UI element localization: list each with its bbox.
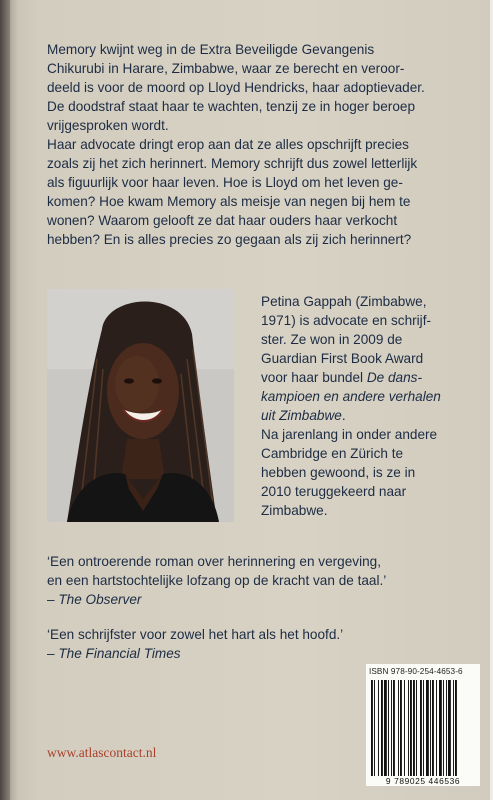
quote-line: en een hartstochtelijke lofzang op de kracht van de taal.’ [47, 573, 387, 588]
synopsis-line: Haar advocate dringt erop aan dat ze alles opschrijft precies [47, 137, 409, 152]
synopsis-line: komen? Hoe kwam Memory als meisje van negen bij hem te [47, 194, 411, 209]
barcode-bar [374, 680, 375, 776]
barcode-bar [432, 680, 434, 776]
synopsis-line: Memory kwijnt weg in de Extra Beveiligde Gevangenis [47, 42, 375, 57]
barcode-bar [378, 680, 379, 776]
isbn-label: ISBN 978-90-254-4653-6 [369, 667, 463, 676]
bio-line: hebben gewoond, is ze in [261, 465, 416, 480]
review-quote-financial-times [47, 625, 477, 663]
synopsis-line: wonen? Waarom gelooft ze dat haar ouders haar verkocht [47, 213, 398, 228]
synopsis-line: Chikurubi in Harare, Zimbabwe, waar ze berecht en veroor- [47, 61, 405, 76]
barcode-bar [455, 680, 457, 776]
barcode-bar [420, 680, 422, 776]
bio-text: voor haar bundel [261, 370, 367, 385]
bio-line: Cambridge en Zürich te [261, 446, 404, 461]
source-name: The Observer [58, 592, 142, 607]
book-title: uit Zimbabwe [261, 408, 342, 423]
synopsis-line: vrijgesproken wordt. [47, 118, 169, 133]
review-quote-observer [47, 552, 477, 609]
quote-source [47, 590, 477, 609]
synopsis-line: hebben? En is alles precies zo gegaan als zij zich herinnert? [47, 232, 412, 247]
bio-line [261, 387, 476, 406]
bio-line: 2010 teruggekeerd naar [261, 484, 407, 499]
quote-dash: – [47, 592, 59, 607]
bio-line: ster. Ze won in 2009 de [261, 332, 403, 347]
author-photo [47, 289, 234, 522]
barcode-bar [388, 680, 389, 776]
barcode-bar [443, 680, 444, 776]
quote-dash: – [47, 646, 59, 661]
source-name: The Financial Times [58, 646, 181, 661]
barcode-bar [439, 680, 442, 776]
author-bio [261, 292, 476, 520]
spine-edge [0, 0, 10, 800]
barcode-bar [446, 680, 447, 776]
barcode-bar [448, 680, 451, 776]
barcode-bar [381, 680, 383, 776]
barcode-bar [453, 680, 454, 776]
barcode-icon [369, 680, 477, 776]
synopsis-line: als figuurlijk voor haar leven. Hoe is Lloyd om het leven ge- [47, 175, 403, 190]
author-portrait-image [47, 289, 234, 522]
bio-line: Na jarenlang in onder andere [261, 427, 438, 442]
barcode-bar [410, 680, 412, 776]
quote-line: ‘Een ontroerende roman over herinnering en vergeving, [47, 554, 382, 569]
barcode-bar [423, 680, 424, 776]
bio-line [261, 406, 476, 425]
quote-source [47, 644, 477, 663]
synopsis-line: deeld is voor de moord op Lloyd Hendricks, haar adoptievader. [47, 80, 425, 95]
barcode-bar [430, 680, 431, 776]
bio-text: . [341, 408, 346, 423]
barcode-bar [393, 680, 395, 776]
bio-line: Petina Gappah (Zimbabwe, [261, 294, 427, 309]
barcode-bar [371, 680, 373, 776]
barcode-bar [391, 680, 392, 776]
bio-line [261, 368, 476, 387]
bio-line: 1971) is advocate en schrijf- [261, 313, 432, 328]
barcode-bar [436, 680, 437, 776]
bio-line: Guardian First Book Award [261, 351, 424, 366]
barcode-bar [426, 680, 429, 776]
barcode-bar [408, 680, 409, 776]
publisher-url[interactable]: www.atlascontact.nl [47, 745, 157, 760]
barcode-bar [404, 680, 405, 776]
quote-line: ‘Een schrijfster voor zowel het hart als het hoofd.’ [47, 627, 344, 642]
barcode-bar [416, 680, 417, 776]
barcode-bar [400, 680, 402, 776]
barcode-bar [398, 680, 399, 776]
book-title: De dans- [366, 370, 422, 385]
barcode-bar [384, 680, 387, 776]
barcode-bar [413, 680, 415, 776]
book-title: kampioen en andere verhalen [261, 389, 441, 404]
synopsis [47, 40, 477, 249]
synopsis-line: zoals zij het zich herinnert. Memory schrijft dus zowel letterlijk [47, 156, 418, 171]
barcode-digits: 9 789025 446536 [385, 776, 461, 786]
bio-line: Zimbabwe. [261, 503, 328, 518]
synopsis-line: De doodstraf staat haar te wachten, tenzij ze in hoger beroep [47, 99, 416, 114]
